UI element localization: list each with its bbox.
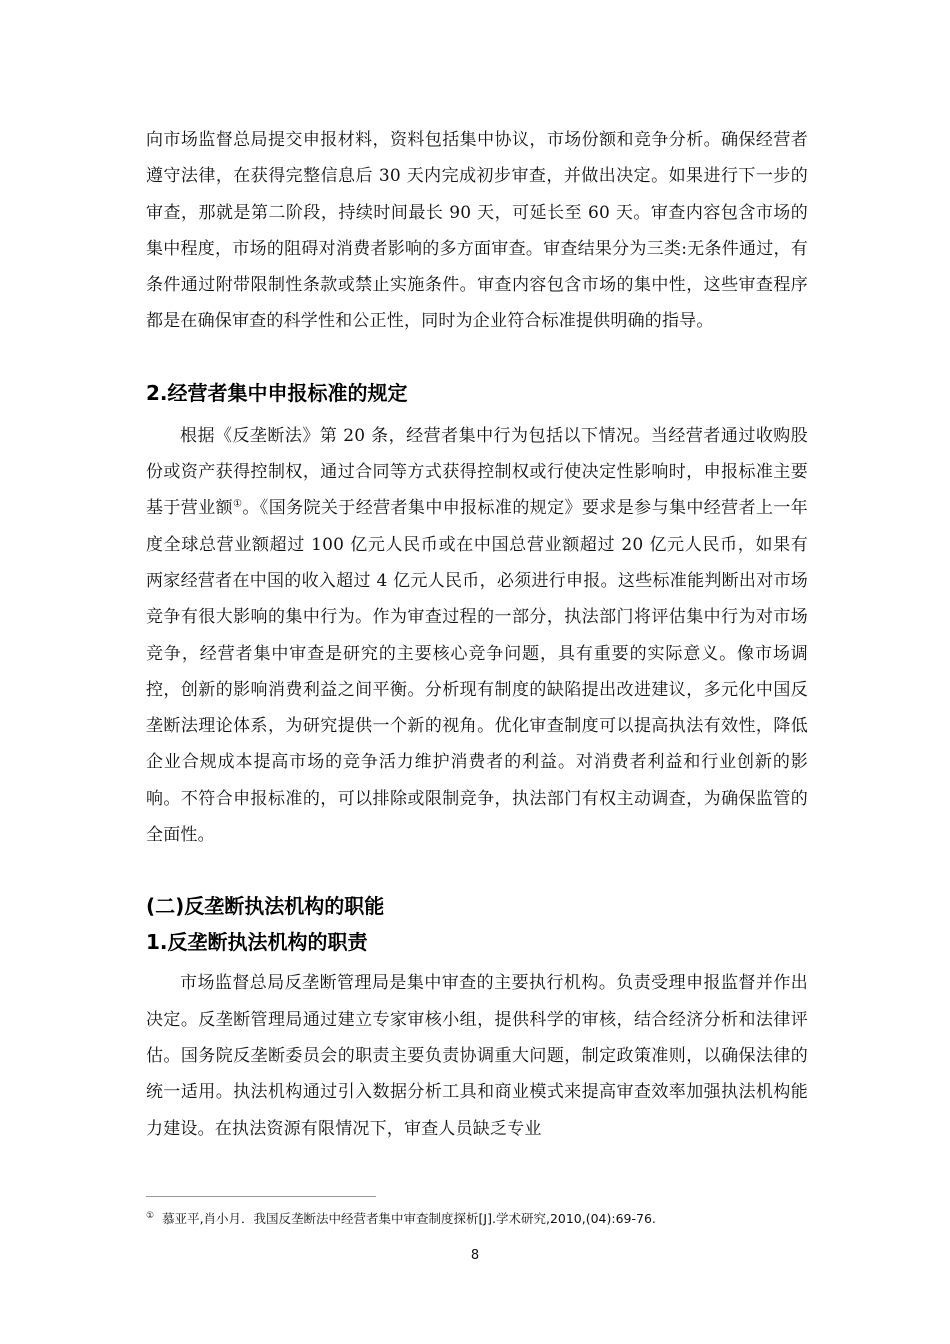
paragraph-filing-standards — [146, 418, 808, 854]
footnote-reference-mark[interactable]: ① — [233, 498, 243, 510]
footnote — [146, 1210, 808, 1228]
page-number: 8 — [470, 1248, 480, 1263]
paragraph-review-process: 向市场监督总局提交申报材料，资料包括集中协议，市场份额和竞争分析。确保经营者遵守法律，在获得完整信息后 30 天内完成初步审查，并做出决定。如果进行下一步的审查，那就是第二阶段，持续时间最长 90 天，可延长至 60 天。审查内容包含市场的集中程度，市场的阻碍对消费者影响的多方面审查。审查结果分为三类:无条件通过，有条件通过附带限制性条款或禁止实施条件。审查内容包含市场的集中性，这些审查程序都是在确保审查的科学性和公正性，同时为企业符合标准提供明确的指导。 — [146, 130, 808, 332]
heading-filing-standards: 2.经营者集中申报标准的规定 — [146, 380, 408, 405]
heading-enforcement-duties: 1.反垄断执法机构的职责 — [146, 930, 368, 955]
paragraph-filing-standards-text-a: 根据《反垄断法》第 20 条，经营者集中行为包括以下情况。当经营者通过收购股份或资产获得控制权，通过合同等方式获得控制权或行使决定性影响时，申报标准主要基于营业额 — [146, 425, 808, 519]
footnote-divider — [146, 1196, 376, 1197]
footnote-citation: 慕亚平,肖小月．我国反垄断法中经营者集中审查制度探析[J].学术研究,2010,(04):69-76. — [162, 1211, 656, 1226]
paragraph-enforcement-duties: 市场监督总局反垄断管理局是集中审查的主要执行机构。负责受理申报监督并作出决定。反垄断管理局通过建立专家审核小组，提供科学的审核，结合经济分析和法律评估。国务院反垄断委员会的职责主要负责协调重大问题，制定政策准则，以确保法律的统一适用。执法机构通过引入数据分析工具和商业模式来提高审查效率加强执法机构能力建设。在执法资源有限情况下，审查人员缺乏专业 — [146, 973, 808, 1139]
section-heading-enforcement-functions: (二)反垄断执法机构的职能 — [146, 894, 385, 919]
paragraph-filing-standards-text-b: 。《国务院关于经营者集中申报标准的规定》要求是参与集中经营者上一年度全球总营业额超过 100 亿元人民币或在中国总营业额超过 20 亿元人民币，如果有两家经营者在中国的收入超过 4 亿元人民币，必须进行申报。这些标准能判断出对市场竞争有很大影响的集中行为。作为审查过程的一部分，执法部门将评估集中行为对市场竞争，经营者集中审查是研究的主要核心竞争问题，具有重要的实际意义。像市场调控，创新的影响消费利益之间平衡。分析现有制度的缺陷提出改进建议，多元化中国反垄断法理论体系，为研究提供一个新的视角。优化审查制度可以提高执法有效性，降低企业合规成本提高市场的竞争活力维护消费者的利益。对消费者利益和行业创新的影响。不符合申报标准的，可以排除或限制竞争，执法部门有权主动调查，为确保监管的全面性。 — [146, 498, 808, 846]
footnote-mark: ① — [146, 1210, 155, 1221]
page-body — [146, 122, 808, 1147]
